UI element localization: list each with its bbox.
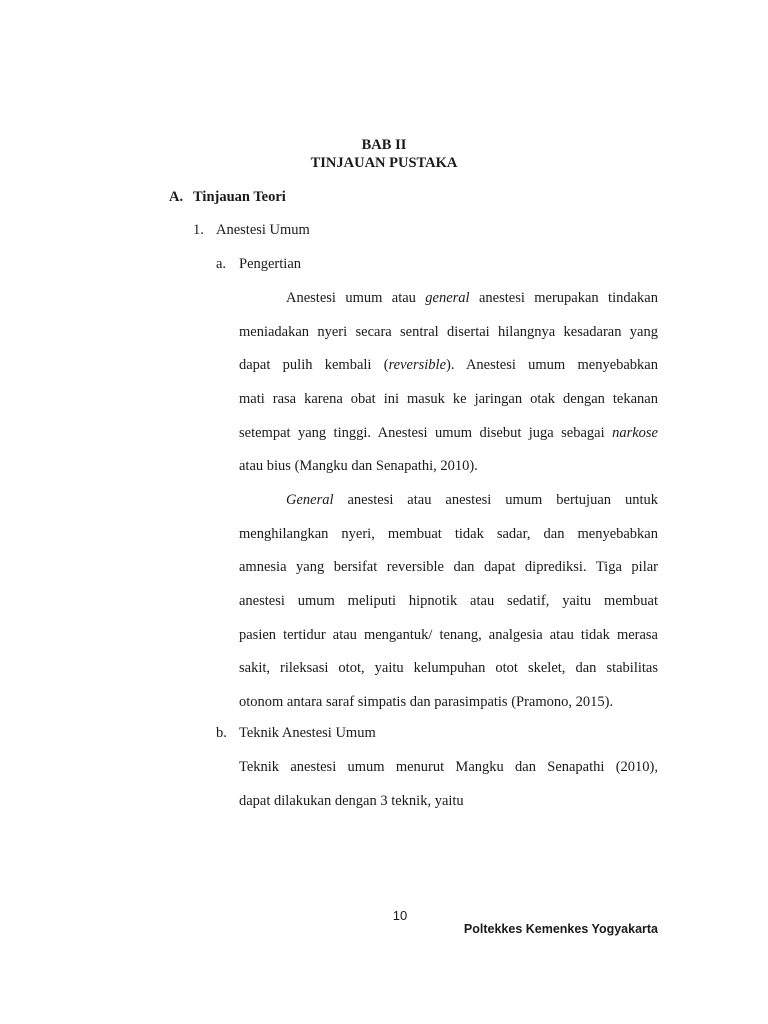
paragraph-teknik-1 (239, 751, 658, 818)
subsection-1-title: Anestesi Umum (216, 222, 310, 238)
text-line: sakit, rileksasi otot, yaitu kelumpuhan otot skelet, dan stabilitas (239, 660, 658, 677)
text-line: atau bius (Mangku dan Senapathi, 2010). (239, 458, 478, 475)
text-line: Anestesi umum atau general anestesi merupakan tindakan (286, 290, 658, 306)
text-line: meniadakan nyeri secara sentral disertai hilangnya kesadaran yang (239, 323, 658, 340)
text-line: mati rasa karena obat ini masuk ke jaringan otak dengan tekanan (239, 391, 658, 408)
text-line: dapat pulih kembali (reversible). Anestesi umum menyebabkan (239, 357, 658, 374)
item-b-title: Teknik Anestesi Umum (239, 725, 376, 741)
item-a-title: Pengertian (239, 256, 302, 272)
text-line: General anestesi atau anestesi umum bertujuan untuk (286, 492, 658, 508)
page-number: 10 (392, 908, 408, 923)
chapter-number: BAB II (361, 137, 407, 153)
paragraph-pengertian-1 (239, 282, 658, 484)
text-line: anestesi umum meliputi hipnotik atau sedatif, yaitu membuat (239, 593, 658, 610)
text-line: amnesia yang bersifat reversible dan dapat diprediksi. Tiga pilar (239, 559, 658, 576)
paragraph-pengertian-2 (239, 484, 658, 720)
text-line: dapat dilakukan dengan 3 teknik, yaitu (239, 792, 464, 809)
text-line: setempat yang tinggi. Anestesi umum disebut juga sebagai narkose (239, 424, 658, 441)
item-b-marker: b. (216, 725, 227, 741)
item-a-marker: a. (216, 256, 227, 272)
subsection-1-marker: 1. (193, 222, 204, 238)
text-line: pasien tertidur atau mengantuk/ tenang, analgesia atau tidak merasa (239, 626, 658, 643)
footer-institution: Poltekkes Kemenkes Yogyakarta (463, 922, 658, 936)
text-line: otonom antara saraf simpatis dan parasimpatis (Pramono, 2015). (239, 694, 614, 711)
section-a-title: Tinjauan Teori (193, 189, 286, 205)
text-line: menghilangkan nyeri, membuat tidak sadar, dan menyebabkan (239, 525, 658, 542)
chapter-title: TINJAUAN PUSTAKA (310, 155, 458, 171)
section-a-marker: A. (169, 189, 184, 205)
text-line: Teknik anestesi umum menurut Mangku dan Senapathi (2010), (239, 759, 658, 775)
